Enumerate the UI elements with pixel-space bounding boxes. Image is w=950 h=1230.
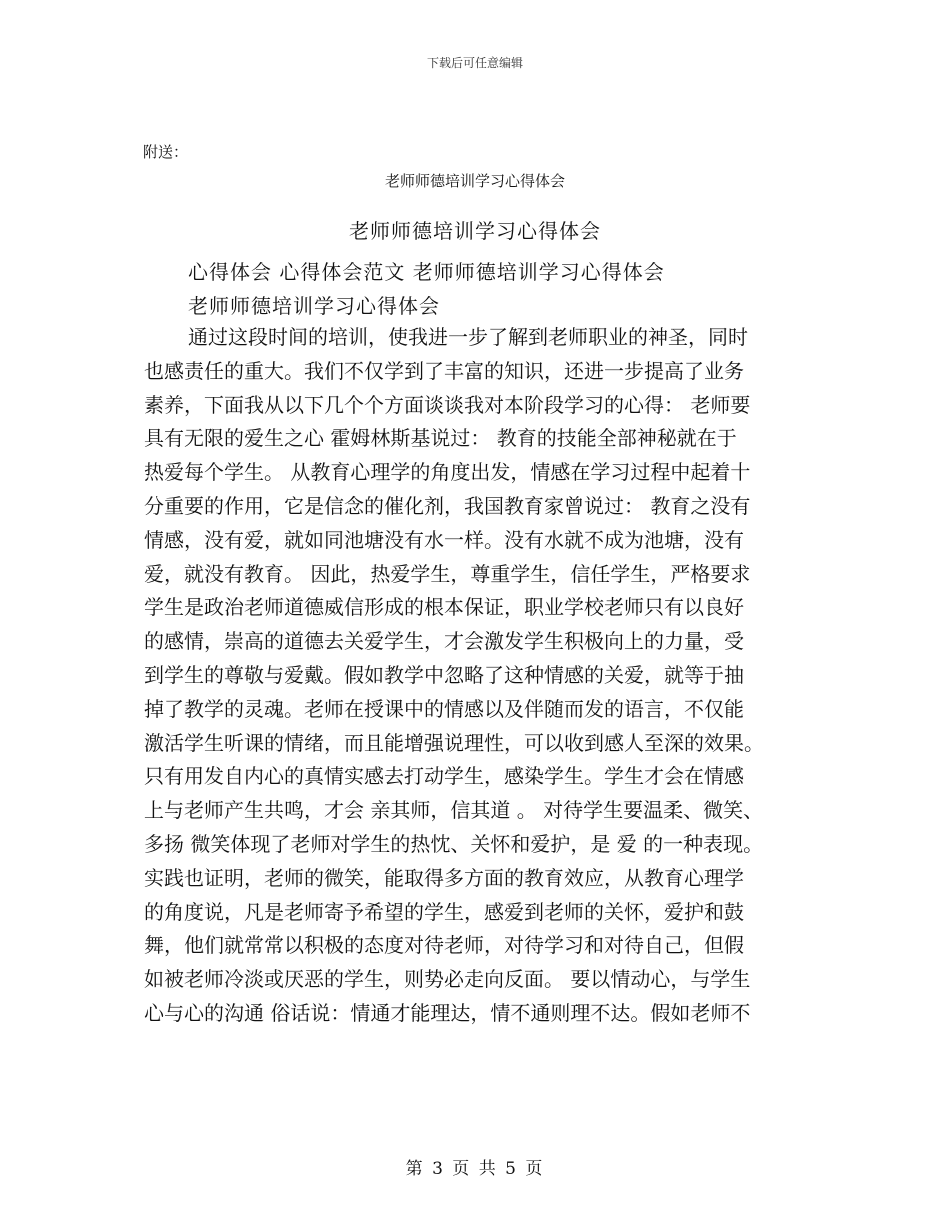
body-line: 如被老师冷淡或厌恶的学生，则势必走向反面。 要以情动心，与学生 <box>144 967 751 992</box>
body-line: 心与心的沟通 俗话说：情通才能理达，情不通则理不达。假如老师不 <box>144 1000 751 1025</box>
body-line: 情感，没有爱，就如同池塘没有水一样。没有水就不成为池塘，没有 <box>144 527 744 552</box>
body-line: 舞，他们就常常以积极的态度对待老师，对待学习和对待自己，但假 <box>144 933 744 958</box>
body-line: 掉了教学的灵魂。老师在授课中的情感以及伴随而发的语言，不仅能 <box>144 696 744 721</box>
sub-title: 老师师德培训学习心得体会 <box>188 294 440 318</box>
body-line: 通过这段时间的培训，使我进一步了解到老师职业的神圣，同时 <box>188 325 748 349</box>
small-title: 老师师德培训学习心得体会 <box>384 172 565 190</box>
body-text <box>144 321 824 1031</box>
body-line: 多扬 微笑体现了老师对学生的热忱、关怀和爱护，是 爱 的一种表现。 <box>144 831 764 856</box>
header-note: 下载后可任意编辑 <box>426 56 523 70</box>
tag-line: 心得体会 心得体会范文 老师师德培训学习心得体会 <box>188 260 665 284</box>
body-line: 热爱每个学生。 从教育心理学的角度出发，情感在学习过程中起着十 <box>144 460 751 485</box>
body-line: 素养，下面我从以下几个个方面谈谈我对本阶段学习的心得： 老师要 <box>144 392 751 417</box>
body-line: 上与老师产生共鸣，才会 亲其师，信其道 。 对待学生要温柔、微笑、 <box>144 798 764 823</box>
body-line: 也感责任的重大。我们不仅学到了丰富的知识，还进一步提高了业务 <box>144 358 744 383</box>
body-line: 爱，就没有教育。 因此，热爱学生，尊重学生，信任学生，严格要求 <box>144 561 751 586</box>
body-line: 激活学生听课的情绪，而且能增强说理性，可以收到感人至深的效果。 <box>144 730 764 755</box>
body-line: 的角度说，凡是老师寄予希望的学生，感爱到老师的关怀，爱护和鼓 <box>144 899 744 924</box>
body-line: 学生是政治老师道德威信形成的根本保证，职业学校老师只有以良好 <box>144 595 744 620</box>
body-line: 的感情，崇高的道德去关爱学生，才会激发学生积极向上的力量，受 <box>144 629 744 654</box>
body-line: 到学生的尊敬与爱戴。假如教学中忽略了这种情感的关爱，就等于抽 <box>144 662 744 687</box>
body-line: 具有无限的爱生之心 霍姆林斯基说过： 教育的技能全部神秘就在于 <box>144 426 737 451</box>
page-title: 老师师德培训学习心得体会 <box>349 219 601 243</box>
attach-label: 附送： <box>143 143 189 161</box>
body-line: 实践也证明，老师的微笑，能取得多方面的教育效应，从教育心理学 <box>144 865 744 890</box>
page-number-footer: 第 3 页 共 5 页 <box>405 1159 545 1179</box>
body-line: 只有用发自内心的真情实感去打动学生，感染学生。学生才会在情感 <box>144 764 744 789</box>
body-line: 分重要的作用，它是信念的催化剂，我国教育家曾说过： 教育之没有 <box>144 493 751 518</box>
